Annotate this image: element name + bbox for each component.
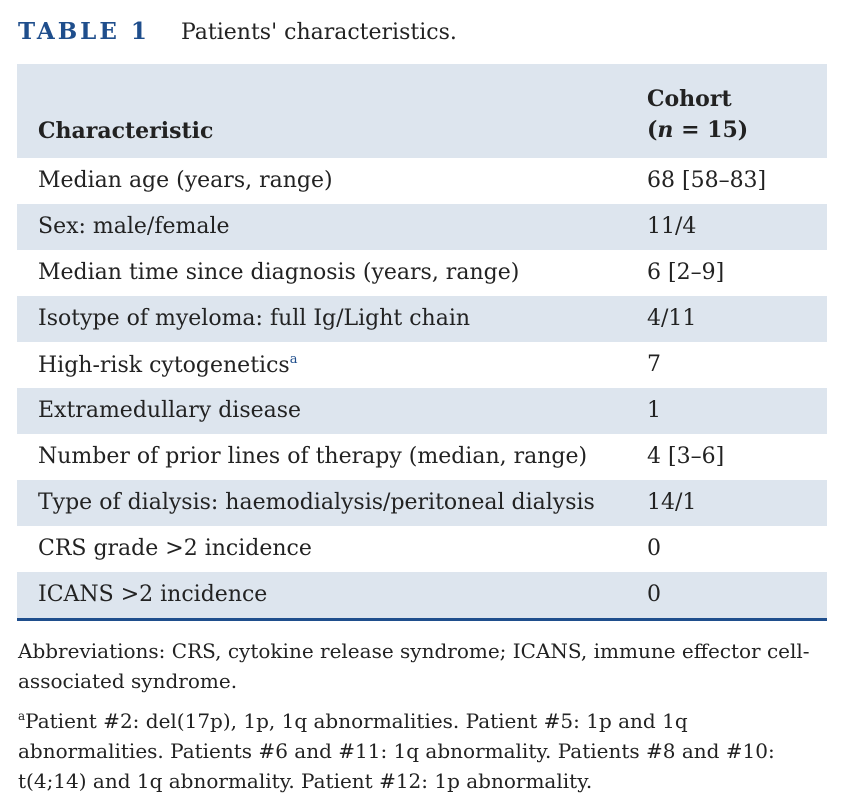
row-cohort-value: 6 [2–9] [647, 260, 725, 285]
row-characteristic: Number of prior lines of therapy (median, range) [38, 444, 588, 469]
table-row [17, 204, 827, 250]
footnote-text: Patient #2: del(17p), 1p, 1q abnormalities. Patient #5: 1p and 1q abnormalities. Patients #6 and #11: 1q abnormality. Patients #8 and #10: t(4;14) and 1q abnormality. Patient #12: 1p abnormality. [18, 709, 775, 793]
table-row [17, 296, 827, 342]
row-cohort-value: 0 [647, 582, 661, 607]
table-row [17, 480, 827, 526]
table-row [17, 158, 827, 204]
row-characteristic: CRS grade >2 incidence [38, 536, 312, 561]
table-label: TABLE 1 [18, 18, 150, 45]
footnote-ref: a [289, 352, 298, 367]
row-cohort-value: 4/11 [647, 306, 697, 331]
row-characteristic: Median age (years, range) [38, 168, 333, 193]
row-characteristic: Median time since diagnosis (years, range) [38, 260, 520, 285]
row-characteristic: Sex: male/female [38, 214, 230, 239]
table-row [17, 388, 827, 434]
row-cohort-value: 68 [58–83] [647, 168, 767, 193]
row-characteristic: Extramedullary disease [38, 398, 302, 423]
row-characteristic: Type of dialysis: haemodialysis/peritoneal dialysis [38, 490, 595, 515]
table-row [17, 250, 827, 296]
table-caption [18, 18, 457, 52]
row-cohort-value: 14/1 [647, 490, 697, 515]
abbreviations-note: Abbreviations: CRS, cytokine release syndrome; ICANS, immune effector cell-associated syndrome. [18, 639, 810, 693]
footnote-mark: a [18, 709, 26, 723]
row-cohort-value: 1 [647, 398, 661, 423]
row-characteristic: Isotype of myeloma: full Ig/Light chain [38, 306, 471, 331]
header-cohort-label: Cohort [647, 86, 732, 112]
table-notes [18, 636, 833, 796]
table-row [17, 434, 827, 480]
footnote [18, 701, 833, 796]
table-header [17, 64, 827, 158]
row-cohort-value: 0 [647, 536, 661, 561]
row-cohort-value: 11/4 [647, 214, 697, 239]
row-characteristic: ICANS >2 incidence [38, 582, 268, 607]
table-title: Patients' characteristics. [180, 20, 457, 45]
table-row [17, 526, 827, 572]
table-row [17, 342, 827, 388]
table-body [17, 158, 827, 618]
row-characteristic: High-risk cytogenetics$^a$ [38, 352, 298, 378]
header-cohort-n: (n = 15) [647, 117, 749, 143]
table-bottom-rule [17, 618, 827, 621]
header-cohort [647, 84, 748, 146]
characteristics-table [17, 64, 827, 621]
row-cohort-value: 7 [647, 352, 661, 377]
header-characteristic: Characteristic [38, 118, 214, 144]
table-row [17, 572, 827, 618]
row-cohort-value: 4 [3–6] [647, 444, 725, 469]
